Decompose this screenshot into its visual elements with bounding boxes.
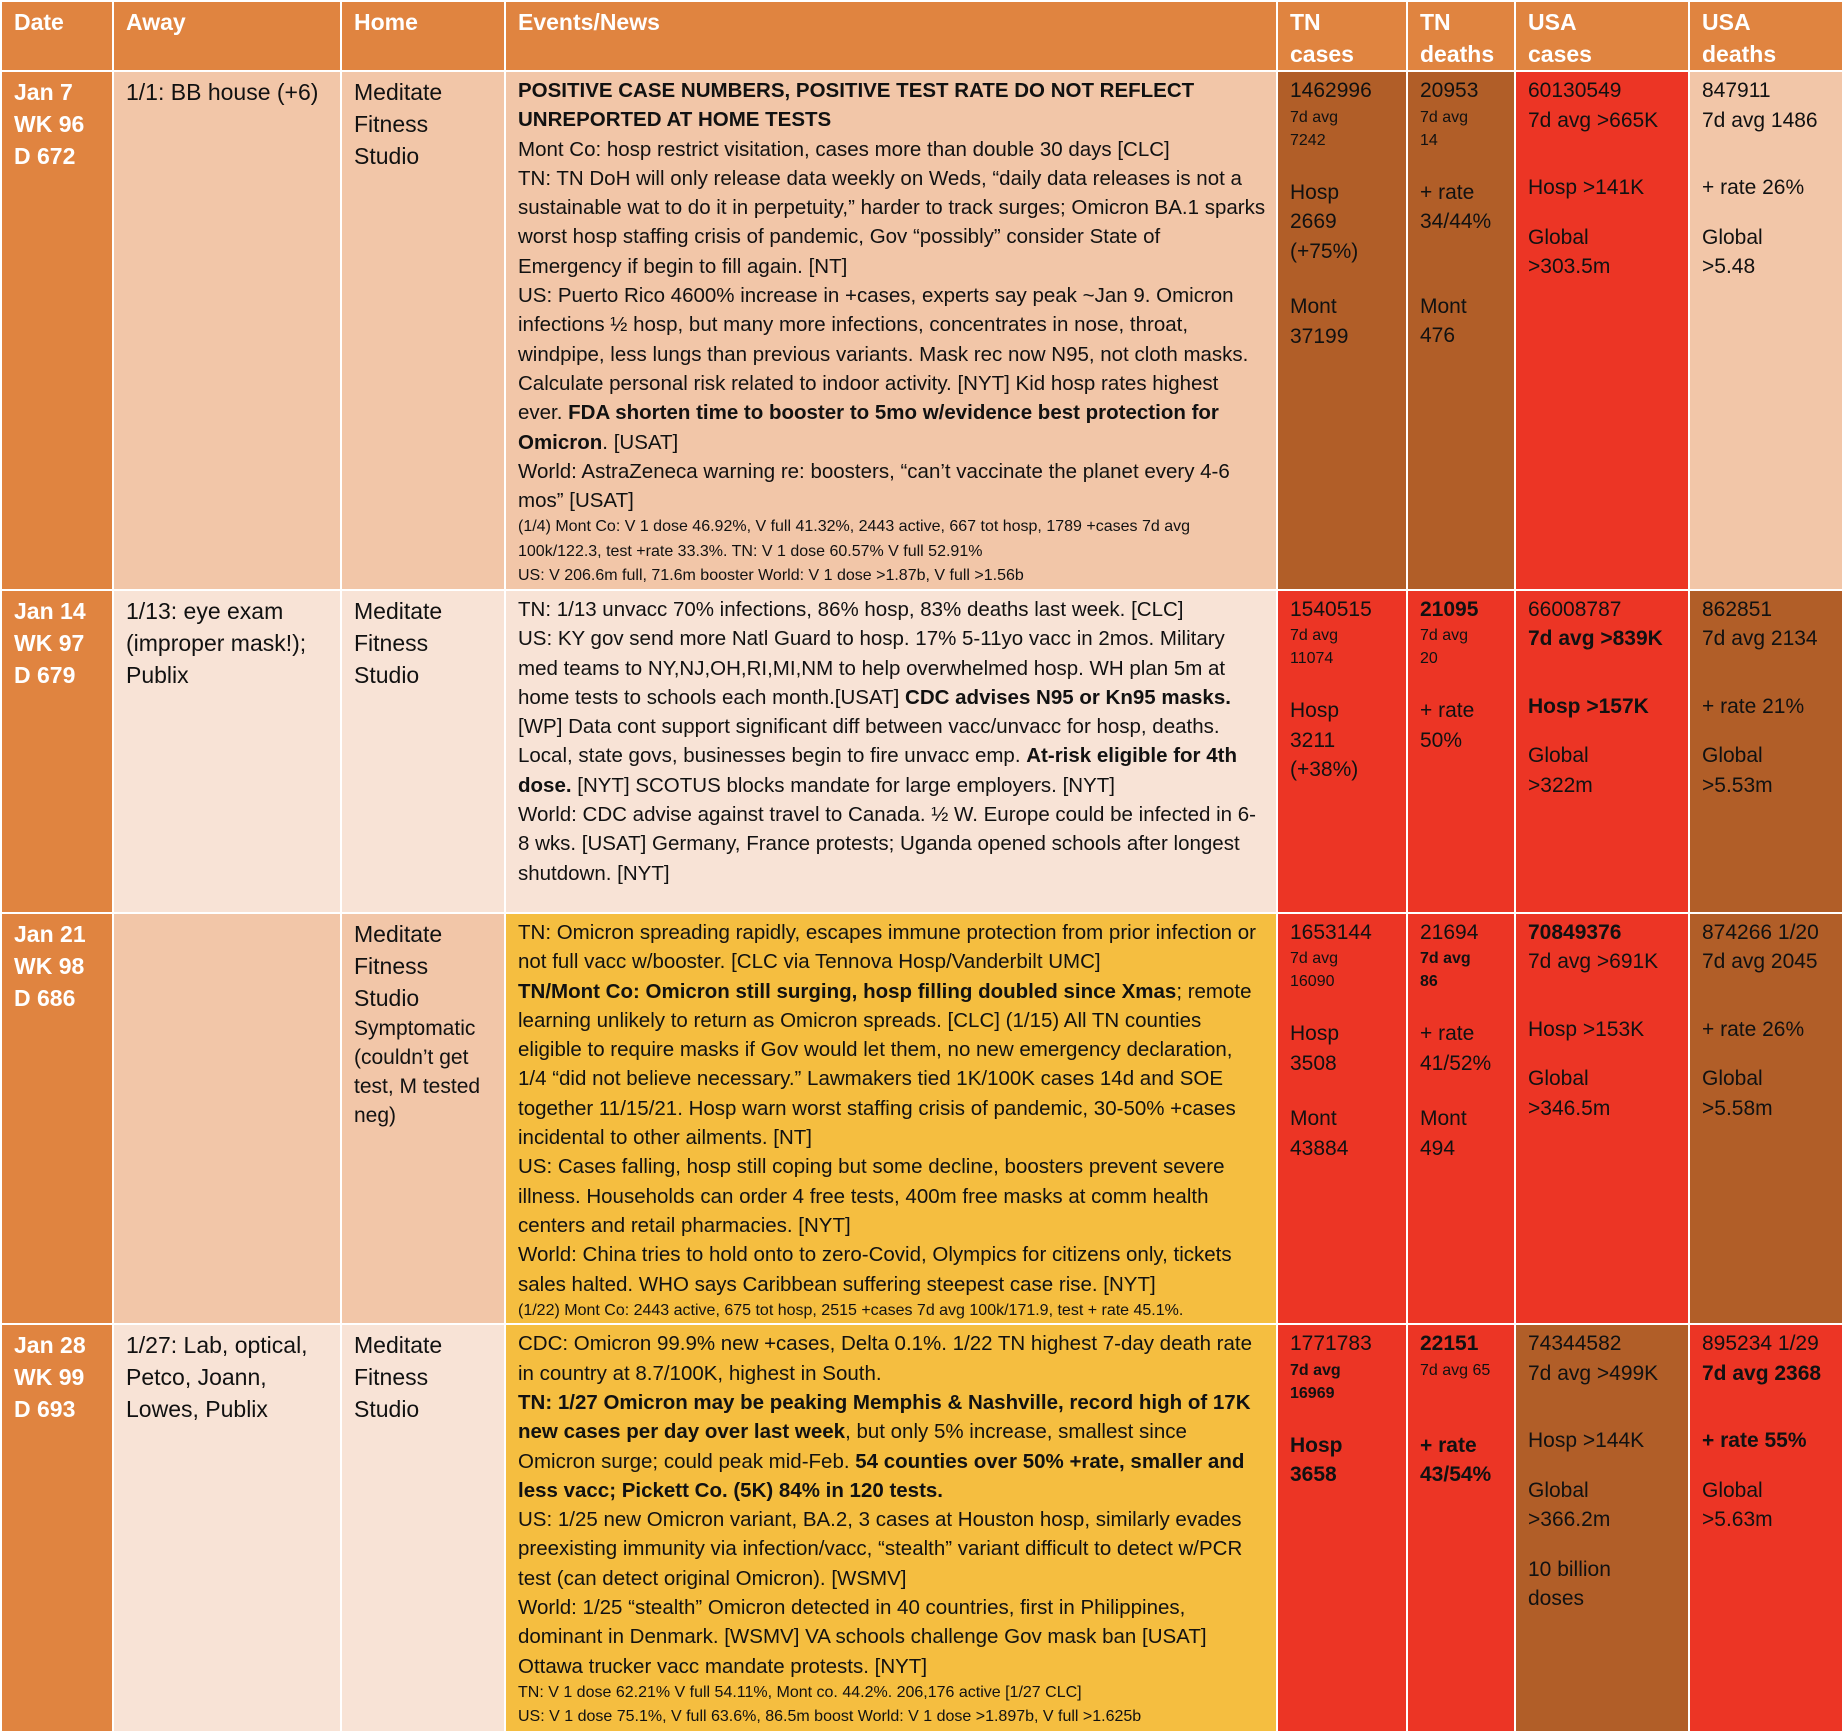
- usa-cases-avg: 7d avg >499K: [1528, 1361, 1659, 1385]
- event-text: [WP] Data cont support significant diff between vacc/unvacc for hosp, deaths. Local, state govs, businesses begin to fire unvacc emp.: [518, 715, 1220, 768]
- away-cell: [113, 913, 341, 1324]
- usa-deaths-avg: 7d avg 2368: [1702, 1361, 1822, 1385]
- tn-hosp: 3508: [1290, 1051, 1337, 1075]
- usa-cases-avg: 7d avg >691K: [1528, 950, 1659, 974]
- tn-deaths-avg: 86: [1420, 973, 1438, 991]
- home-cell: [341, 913, 505, 1324]
- event-bold: FDA shorten time to booster to 5mo w/evidence best protection for Omicron: [518, 401, 1219, 454]
- table-row: [1, 590, 1842, 913]
- tn-deaths-total: 20953: [1420, 79, 1479, 102]
- event-bold: 54 counties over 50% +rate, smaller and less vacc; Pickett Co. (5K) 84% in 120 tests.: [518, 1449, 1245, 1502]
- header-tn-deaths-line1: TN: [1420, 9, 1451, 35]
- global-cases: >322m: [1528, 773, 1593, 797]
- event-bold: At-risk eligible for 4th dose.: [518, 744, 1237, 797]
- away-cell: 1/13: eye exam (improper mask!); Publix: [113, 590, 341, 913]
- date-week: WK 97: [14, 629, 85, 656]
- mont-deaths-label: Mont: [1420, 1107, 1467, 1131]
- tn-deaths-total: 21095: [1420, 597, 1479, 621]
- usa-deaths-total: 847911: [1702, 79, 1771, 102]
- event-text: US: Puerto Rico 4600% increase in +cases, experts say peak ~Jan 9. Omicron infections ½ hosp, but many more infections, concentrates in nose, throat, windpipe, less lungs than previous variants. Mask rec now N95, not cloth masks. Calculate personal risk related to indoor activity. [NYT] Kid hosp rates highest ever.: [518, 284, 1249, 425]
- date-day: Jan 21: [14, 920, 86, 947]
- home-item: Fitness: [354, 111, 429, 137]
- date-daycount: D 693: [14, 1396, 76, 1423]
- tn-cases-avg: 16090: [1290, 973, 1335, 991]
- usa-deaths-avg: 7d avg 2134: [1702, 627, 1818, 651]
- tn-deaths-avg: 14: [1420, 131, 1438, 149]
- date-cell: [1, 71, 113, 590]
- header-usa-deaths: [1689, 1, 1842, 71]
- mont-cases: 43884: [1290, 1136, 1349, 1160]
- event-bold: TN: 1/27 Omicron may be peaking Memphis & Nashville, record high of 17K new cases per day over last week: [518, 1390, 1251, 1444]
- tn-rate: 50%: [1420, 728, 1463, 752]
- tn-rate: 43/54%: [1420, 1463, 1492, 1487]
- event-item: [518, 76, 1266, 135]
- usa-rate: + rate 55%: [1702, 1429, 1807, 1453]
- event-item: [518, 1152, 1266, 1240]
- tn-cases-total: 1653144: [1290, 920, 1372, 944]
- event-item: [518, 1593, 1266, 1681]
- global-deaths-label: Global: [1702, 225, 1763, 249]
- tn-cases-avg-label: 7d avg: [1290, 108, 1339, 126]
- usa-deaths-cell: [1689, 590, 1842, 913]
- home-item: Meditate: [354, 1332, 443, 1359]
- event-item: [518, 164, 1266, 281]
- usa-deaths-cell: [1689, 71, 1842, 590]
- tn-cases-total: 1540515: [1290, 597, 1372, 621]
- home-item: Fitness: [354, 629, 429, 656]
- usa-hosp: Hosp >157K: [1528, 694, 1649, 718]
- tn-hosp: 2669: [1290, 210, 1337, 233]
- date-week: WK 96: [14, 111, 85, 137]
- date-week: WK 98: [14, 952, 85, 979]
- usa-hosp: Hosp >153K: [1528, 1017, 1645, 1041]
- date-daycount: D 672: [14, 143, 76, 169]
- tn-deaths-avg: 20: [1420, 650, 1438, 668]
- event-note: TN: V 1 dose 62.21% V full 54.11%, Mont co. 44.2%. 206,176 active [1/27 CLC]: [518, 1683, 1082, 1701]
- usa-deaths-total: 895234 1/29: [1702, 1332, 1819, 1356]
- tn-cases-avg: 16969: [1290, 1384, 1335, 1402]
- header-tn-cases-line2: cases: [1290, 41, 1354, 67]
- date-cell: [1, 1324, 113, 1732]
- event-text: TN: 1/13 unvacc 70% infections, 86% hosp, 83% deaths last week. [CLC]: [518, 597, 1184, 621]
- event-item: [518, 624, 1266, 800]
- event-item: [518, 1240, 1266, 1299]
- mont-deaths-label: Mont: [1420, 294, 1467, 318]
- mont-cases-label: Mont: [1290, 295, 1337, 318]
- usa-cases-avg: 7d avg >839K: [1528, 627, 1663, 651]
- tn-cases-cell: [1277, 590, 1407, 913]
- home-cell: [341, 590, 505, 913]
- usa-deaths-total: 862851: [1702, 597, 1773, 621]
- event-text: US: 1/25 new Omicron variant, BA.2, 3 cases at Houston hosp, similarly evades preexisting immunity via infection/vacc, “stealth” variant difficult to detect w/PCR test (can detect original Omicron). [WSMV]: [518, 1508, 1243, 1590]
- tn-hosp-change: (+75%): [1290, 239, 1359, 263]
- event-note: (1/22) Mont Co: 2443 active, 675 tot hosp, 2515 +cases 7d avg 100k/171.9, test + rate 45.1%.: [518, 1301, 1184, 1319]
- tn-deaths-cell: [1407, 71, 1515, 590]
- tn-deaths-avg-label: 7d avg 65: [1420, 1361, 1491, 1379]
- tn-hosp: 3211: [1290, 728, 1336, 752]
- global-deaths: >5.58m: [1702, 1096, 1773, 1120]
- usa-cases-cell: [1515, 1324, 1689, 1732]
- home-item: Meditate: [354, 920, 443, 947]
- tn-rate-label: + rate: [1420, 1433, 1477, 1457]
- event-item: [518, 977, 1266, 1153]
- tn-cases-avg: 7242: [1290, 131, 1326, 149]
- event-text: World: CDC advise against travel to Canada. ½ W. Europe could be infected in 6-8 wks. [USAT] Germany, France protests; Uganda opened schools after longest shutdown. [NYT]: [518, 803, 1257, 885]
- away-cell: 1/1: BB house (+6): [113, 71, 341, 590]
- home-item: Meditate: [354, 79, 443, 105]
- home-item: Meditate: [354, 597, 443, 624]
- event-item: [518, 135, 1266, 164]
- events-cell: [505, 913, 1277, 1324]
- usa-deaths-avg: 7d avg 2045: [1702, 950, 1818, 974]
- tn-rate-label: + rate: [1420, 699, 1475, 723]
- tn-cases-avg-label: 7d avg: [1290, 1361, 1341, 1379]
- tn-cases-total: 1771783: [1290, 1332, 1372, 1356]
- event-text: ; remote learning unlikely to return as Omicron spreads. [CLC] (1/15) All TN counties eligible to require masks if Gov would let them, no new emergency declaration, 1/4 “did not believe necessary.” Lawmakers tied 1K/100K cases 14d and SOE together 11/15/21. Hosp warn worst staffing crisis of pandemic, 30-50% +cases incidental to other ailments. [NT]: [518, 979, 1252, 1150]
- event-text: TN: Omicron spreading rapidly, escapes immune protection from prior infection or not full vacc w/booster. [CLC via Tennova Hosp/Vanderbilt UMC]: [518, 920, 1256, 974]
- header-away: Away: [113, 1, 341, 71]
- usa-rate: + rate 26%: [1702, 1017, 1805, 1041]
- tn-cases-cell: [1277, 71, 1407, 590]
- usa-deaths-total: 874266 1/20: [1702, 920, 1819, 944]
- tn-deaths-cell: [1407, 913, 1515, 1324]
- home-item: Studio: [354, 143, 420, 169]
- home-item: Studio: [354, 661, 420, 688]
- event-text: , but only 5% increase, smallest since Omicron surge; could peak mid-Feb.: [518, 1420, 1187, 1473]
- home-item: Studio: [354, 1396, 420, 1423]
- event-item: [518, 1329, 1266, 1388]
- home-note: Symptomatic (couldn’t get test, M tested neg): [354, 1016, 481, 1127]
- event-item: [518, 918, 1266, 977]
- usa-cases-avg: 7d avg >665K: [1528, 108, 1659, 132]
- home-cell: [341, 1324, 505, 1732]
- mont-deaths: 494: [1420, 1136, 1456, 1160]
- header-tn-deaths-line2: deaths: [1420, 41, 1495, 67]
- global-deaths-label: Global: [1702, 1067, 1763, 1091]
- global-deaths: >5.63m: [1702, 1508, 1773, 1532]
- event-item: [518, 281, 1266, 457]
- event-text: Mont Co: hosp restrict visitation, cases more than double 30 days [CLC]: [518, 137, 1170, 161]
- table-row: [1, 913, 1842, 1324]
- tn-hosp-label: Hosp: [1290, 1433, 1343, 1457]
- tn-cases-cell: [1277, 913, 1407, 1324]
- date-day: Jan 14: [14, 597, 86, 624]
- event-bold: CDC advises N95 or Kn95 masks.: [905, 685, 1231, 709]
- event-item: [518, 457, 1266, 516]
- header-tn-cases: [1277, 1, 1407, 71]
- header-usa-deaths-line2: deaths: [1702, 41, 1777, 67]
- date-day: Jan 7: [14, 79, 73, 105]
- header-home: Home: [341, 1, 505, 71]
- tn-deaths-cell: [1407, 1324, 1515, 1732]
- global-cases-label: Global: [1528, 744, 1589, 768]
- event-note: (1/4) Mont Co: V 1 dose 46.92%, V full 41.32%, 2443 active, 667 tot hosp, 1789 +cases 7d avg 100k/122.3, test +rate 33.3%. TN: V 1 dose 60.57% V full 52.91%: [518, 518, 1190, 560]
- mont-cases: 37199: [1290, 324, 1349, 348]
- tn-rate-label: + rate: [1420, 1022, 1475, 1046]
- tn-deaths-cell: [1407, 590, 1515, 913]
- tn-hosp-label: Hosp: [1290, 699, 1340, 723]
- usa-cases-cell: [1515, 913, 1689, 1324]
- tn-hosp-label: Hosp: [1290, 1022, 1340, 1046]
- tn-hosp-label: Hosp: [1290, 180, 1340, 204]
- global-cases: >346.5m: [1528, 1096, 1611, 1120]
- event-text: US: Cases falling, hosp still coping but some decline, boosters prevent severe illness. Households can order 4 free tests, 400m free masks at comm health centers and retail pharmacies. [NYT]: [518, 1155, 1225, 1237]
- date-daycount: D 679: [14, 661, 76, 688]
- date-cell: [1, 590, 113, 913]
- tn-deaths-avg-label: 7d avg: [1420, 950, 1471, 968]
- usa-hosp: Hosp >141K: [1528, 176, 1645, 199]
- tn-deaths-avg-label: 7d avg: [1420, 108, 1469, 126]
- usa-hosp: Hosp >144K: [1528, 1429, 1645, 1453]
- tn-cases-avg-label: 7d avg: [1290, 627, 1339, 645]
- global-cases-label: Global: [1528, 1067, 1589, 1091]
- event-note: US: V 1 dose 75.1%, V full 63.6%, 86.5m boost World: V 1 dose >1.897b, V full >1.625b: [518, 1708, 1142, 1726]
- event-note: US: V 206.6m full, 71.6m booster World: V 1 dose >1.87b, V full >1.56b: [518, 567, 1024, 585]
- event-item: [518, 1505, 1266, 1593]
- event-item: [518, 1388, 1266, 1505]
- event-item: [518, 595, 1266, 624]
- usa-cases-total: 60130549: [1528, 79, 1622, 102]
- global-cases: >366.2m: [1528, 1508, 1611, 1532]
- header-tn-deaths: [1407, 1, 1515, 71]
- event-text: [NYT] SCOTUS blocks mandate for large employers. [NYT]: [571, 773, 1115, 797]
- tn-cases-cell: [1277, 1324, 1407, 1732]
- usa-deaths-avg: 7d avg 1486: [1702, 108, 1818, 132]
- header-tn-cases-line1: TN: [1290, 9, 1321, 35]
- usa-cases-cell: [1515, 71, 1689, 590]
- tn-rate: 41/52%: [1420, 1051, 1492, 1075]
- header-row: [1, 1, 1842, 71]
- global-deaths-label: Global: [1702, 744, 1763, 768]
- event-bold: POSITIVE CASE NUMBERS, POSITIVE TEST RATE DO NOT REFLECT UNREPORTED AT HOME TESTS: [518, 79, 1195, 132]
- event-text: TN: TN DoH will only release data weekly on Weds, “daily data releases is not a sustainable wat to do it in perpetuity,” harder to track surges; Omicron BA.1 sparks worst hosp staffing crisis of pandemic, Gov “possibly” consider State of Emergency if begin to fill again. [NT]: [518, 166, 1266, 278]
- global-cases: >303.5m: [1528, 255, 1611, 278]
- global-deaths: >5.53m: [1702, 773, 1773, 797]
- usa-rate: + rate 21%: [1702, 694, 1805, 718]
- home-cell: [341, 71, 505, 590]
- header-events: Events/News: [505, 1, 1277, 71]
- usa-cases-cell: [1515, 590, 1689, 913]
- usa-rate: + rate 26%: [1702, 176, 1805, 199]
- global-cases-label: Global: [1528, 1478, 1589, 1502]
- away-cell: 1/27: Lab, optical, Petco, Joann, Lowes, Publix: [113, 1324, 341, 1732]
- event-text: World: China tries to hold onto to zero-Covid, Olympics for citizens only, tickets sales halted. WHO says Caribbean suffering steepest case rise. [NYT]: [518, 1243, 1232, 1296]
- events-cell: [505, 590, 1277, 913]
- event-text: US: KY gov send more Natl Guard to hosp. 17% 5-11yo vacc in 2mos. Military med teams to NY,NJ,OH,RI,MI,NM to help overwhelmed hosp. WH plan 5m at home tests to schools each month.[USAT]: [518, 627, 1226, 709]
- date-day: Jan 28: [14, 1332, 86, 1359]
- tn-hosp: 3658: [1290, 1463, 1337, 1487]
- tn-deaths-total: 21694: [1420, 920, 1479, 944]
- home-item: Fitness: [354, 952, 429, 979]
- mont-cases-label: Mont: [1290, 1107, 1337, 1131]
- global-deaths: >5.48: [1702, 255, 1756, 278]
- events-cell: [505, 71, 1277, 590]
- table-row: [1, 71, 1842, 590]
- event-text: World: AstraZeneca warning re: boosters, “can’t vaccinate the planet every 4-6 mos” [USAT]: [518, 459, 1230, 513]
- events-cell: [505, 1324, 1277, 1732]
- date-week: WK 99: [14, 1364, 85, 1391]
- date-cell: [1, 913, 113, 1324]
- date-daycount: D 686: [14, 984, 76, 1011]
- mont-deaths: 476: [1420, 324, 1456, 347]
- header-usa-cases-line2: cases: [1528, 41, 1592, 67]
- usa-deaths-cell: [1689, 1324, 1842, 1732]
- tn-cases-avg-label: 7d avg: [1290, 950, 1339, 968]
- global-cases-label: Global: [1528, 225, 1589, 249]
- header-usa-deaths-line1: USA: [1702, 9, 1751, 35]
- tn-rate-label: + rate: [1420, 180, 1475, 204]
- global-doses: 10 billion: [1528, 1557, 1611, 1581]
- header-usa-cases-line1: USA: [1528, 9, 1577, 35]
- global-deaths-label: Global: [1702, 1478, 1763, 1502]
- table-row: [1, 1324, 1842, 1732]
- header-usa-cases: [1515, 1, 1689, 71]
- usa-cases-total: 70849376: [1528, 920, 1622, 944]
- tn-cases-total: 1462996: [1290, 79, 1372, 102]
- header-date: Date: [1, 1, 113, 71]
- event-text: CDC: Omicron 99.9% new +cases, Delta 0.1%. 1/22 TN highest 7-day death rate in country at 8.7/100K, highest in South.: [518, 1332, 1253, 1385]
- global-doses-label: doses: [1528, 1587, 1585, 1611]
- tn-hosp-change: (+38%): [1290, 758, 1359, 782]
- event-item: [518, 800, 1266, 888]
- home-item: Fitness: [354, 1364, 429, 1391]
- tn-deaths-avg-label: 7d avg: [1420, 627, 1469, 645]
- tn-deaths-total: 22151: [1420, 1332, 1479, 1356]
- usa-deaths-cell: [1689, 913, 1842, 1324]
- tn-cases-avg: 11074: [1290, 650, 1334, 668]
- event-bold: TN/Mont Co: Omicron still surging, hosp filling doubled since Xmas: [518, 979, 1177, 1003]
- home-item: Studio: [354, 984, 420, 1011]
- usa-cases-total: 74344582: [1528, 1332, 1622, 1356]
- event-text: World: 1/25 “stealth” Omicron detected in 40 countries, first in Philippines, dominant in Denmark. [WSMV] VA schools challenge Gov mask ban [USAT] Ottawa trucker vacc mandate protests. [NYT]: [518, 1595, 1207, 1678]
- usa-cases-total: 66008787: [1528, 597, 1622, 621]
- event-text: . [USAT]: [602, 430, 679, 454]
- tn-rate: 34/44%: [1420, 210, 1492, 233]
